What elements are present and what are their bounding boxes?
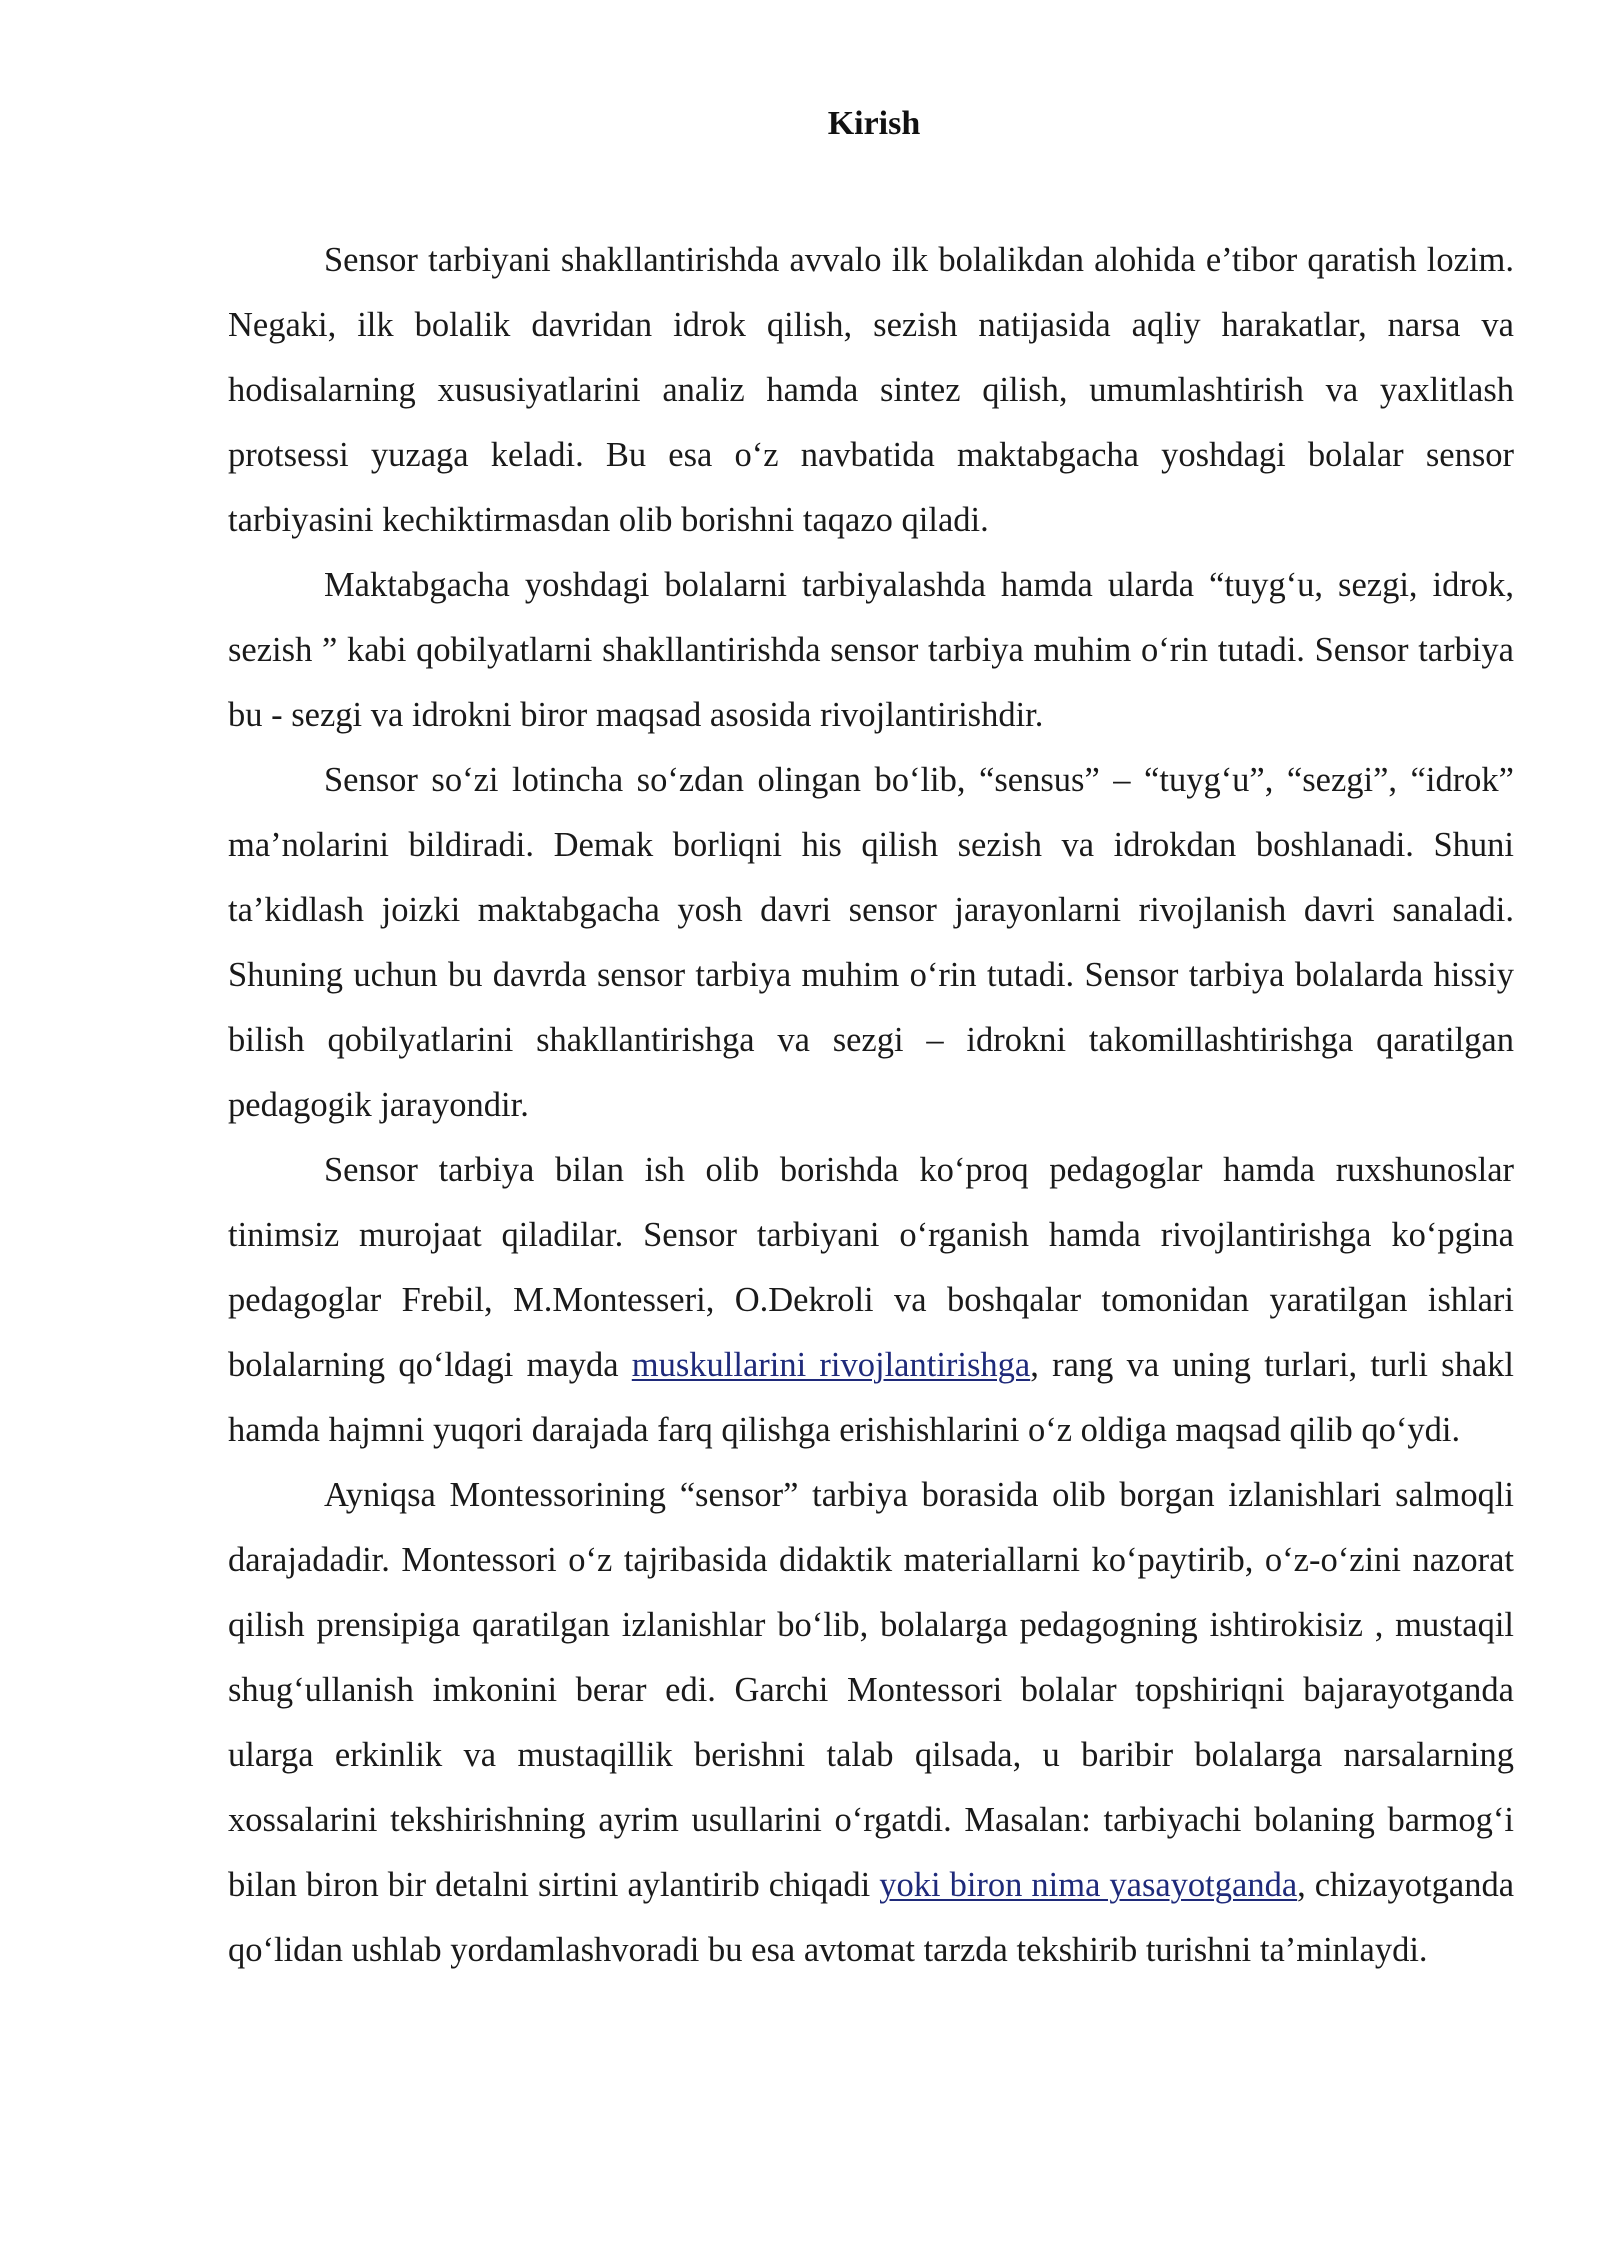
paragraph-5 [228, 1463, 1514, 1983]
hyperlink-muskullarini[interactable]: muskullarini rivojlantirishga [631, 1346, 1031, 1384]
page-title: Kirish [827, 105, 921, 142]
paragraph-4-text-before: Sensor tarbiya bilan ish olib borishda ko‘proq pedagoglar hamda ruxshunoslar tinimsiz murojaat qiladilar. Sensor tarbiyani o‘rganish hamda rivojlantirishga ko‘pgina pedagoglar Frebil, M.Montesseri, O.Dekroli va boshqalar tomonidan yaratilgan ishlari bolalarning qo‘ldagi mayda [228, 1151, 1514, 1384]
document-body [228, 228, 1514, 1983]
paragraph-5-text-before: Ayniqsa Montessorining “sensor” tarbiya borasida olib borgan izlanishlari salmoqli darajadadir. Montessori o‘z tajribasida didaktik materiallarni ko‘paytirib, o‘z-o‘zini nazorat qilish prensipiga qaratilgan izlanishlar bo‘lib, bolalarga pedagogning ishtirokisiz , mustaqil shug‘ullanish imkonini berar edi. Garchi Montessori bolalar topshiriqni bajarayotganda ularga erkinlik va mustaqillik berishni talab qilsada, u baribir bolalarga narsalarning xossalarini tekshirishning ayrim usullarini o‘rgatdi. Masalan: tarbiyachi bolaning barmog‘i bilan biron bir detalni sirtini aylantirib chiqadi [228, 1476, 1514, 1904]
paragraph-3: Sensor so‘zi lotincha so‘zdan olingan bo‘lib, “sensus” – “tuyg‘u”, “sezgi”, “idrok” ma’nolarini bildiradi. Demak borliqni his qilish sezish va idrokdan boshlanadi. Shuni ta’kidlash joizki maktabgacha yosh davri sensor jarayonlarni rivojlanish davri sanaladi. Shuning uchun bu davrda sensor tarbiya muhim o‘rin tutadi. Sensor tarbiya bolalarda hissiy bilish qobilyatlarini shakllantirishga va sezgi – idrokni takomillashtirishga qaratilgan pedagogik jarayondir. [228, 761, 1514, 1124]
paragraph-2: Maktabgacha yoshdagi bolalarni tarbiyalashda hamda ularda “tuyg‘u, sezgi, idrok, sezish ” kabi qobilyatlarni shakllantirishda sensor tarbiya muhim o‘rin tutadi. Sensor tarbiya bu - sezgi va idrokni biror maqsad asosida rivojlantirishdir. [228, 566, 1514, 734]
hyperlink-yasayotganda[interactable]: yoki biron nima yasayotganda [879, 1866, 1298, 1904]
paragraph-4 [228, 1138, 1514, 1463]
paragraph-1: Sensor tarbiyani shakllantirishda avvalo ilk bolalikdan alohida e’tibor qaratish lozim. Negaki, ilk bolalik davridan idrok qilish, sezish natijasida aqliy harakatlar, narsa va hodisalarning xususiyatlarini analiz hamda sintez qilish, umumlashtirish va yaxlitlash protsessi yuzaga keladi. Bu esa o‘z navbatida maktabgacha yoshdagi bolalar sensor tarbiyasini kechiktirmasdan olib borishni taqazo qiladi. [228, 241, 1514, 539]
paragraph-5-text-after: , chizayotganda qo‘lidan ushlab yordamlashvoradi bu esa avtomat tarzda tekshirib turishni ta’minlaydi. [228, 1866, 1515, 1969]
paragraph-4-text-after: , rang va uning turlari, turli shakl hamda hajmni yuqori darajada farq qilishga erishishlarini o‘z oldiga maqsad qilib qo‘ydi. [228, 1346, 1514, 1449]
